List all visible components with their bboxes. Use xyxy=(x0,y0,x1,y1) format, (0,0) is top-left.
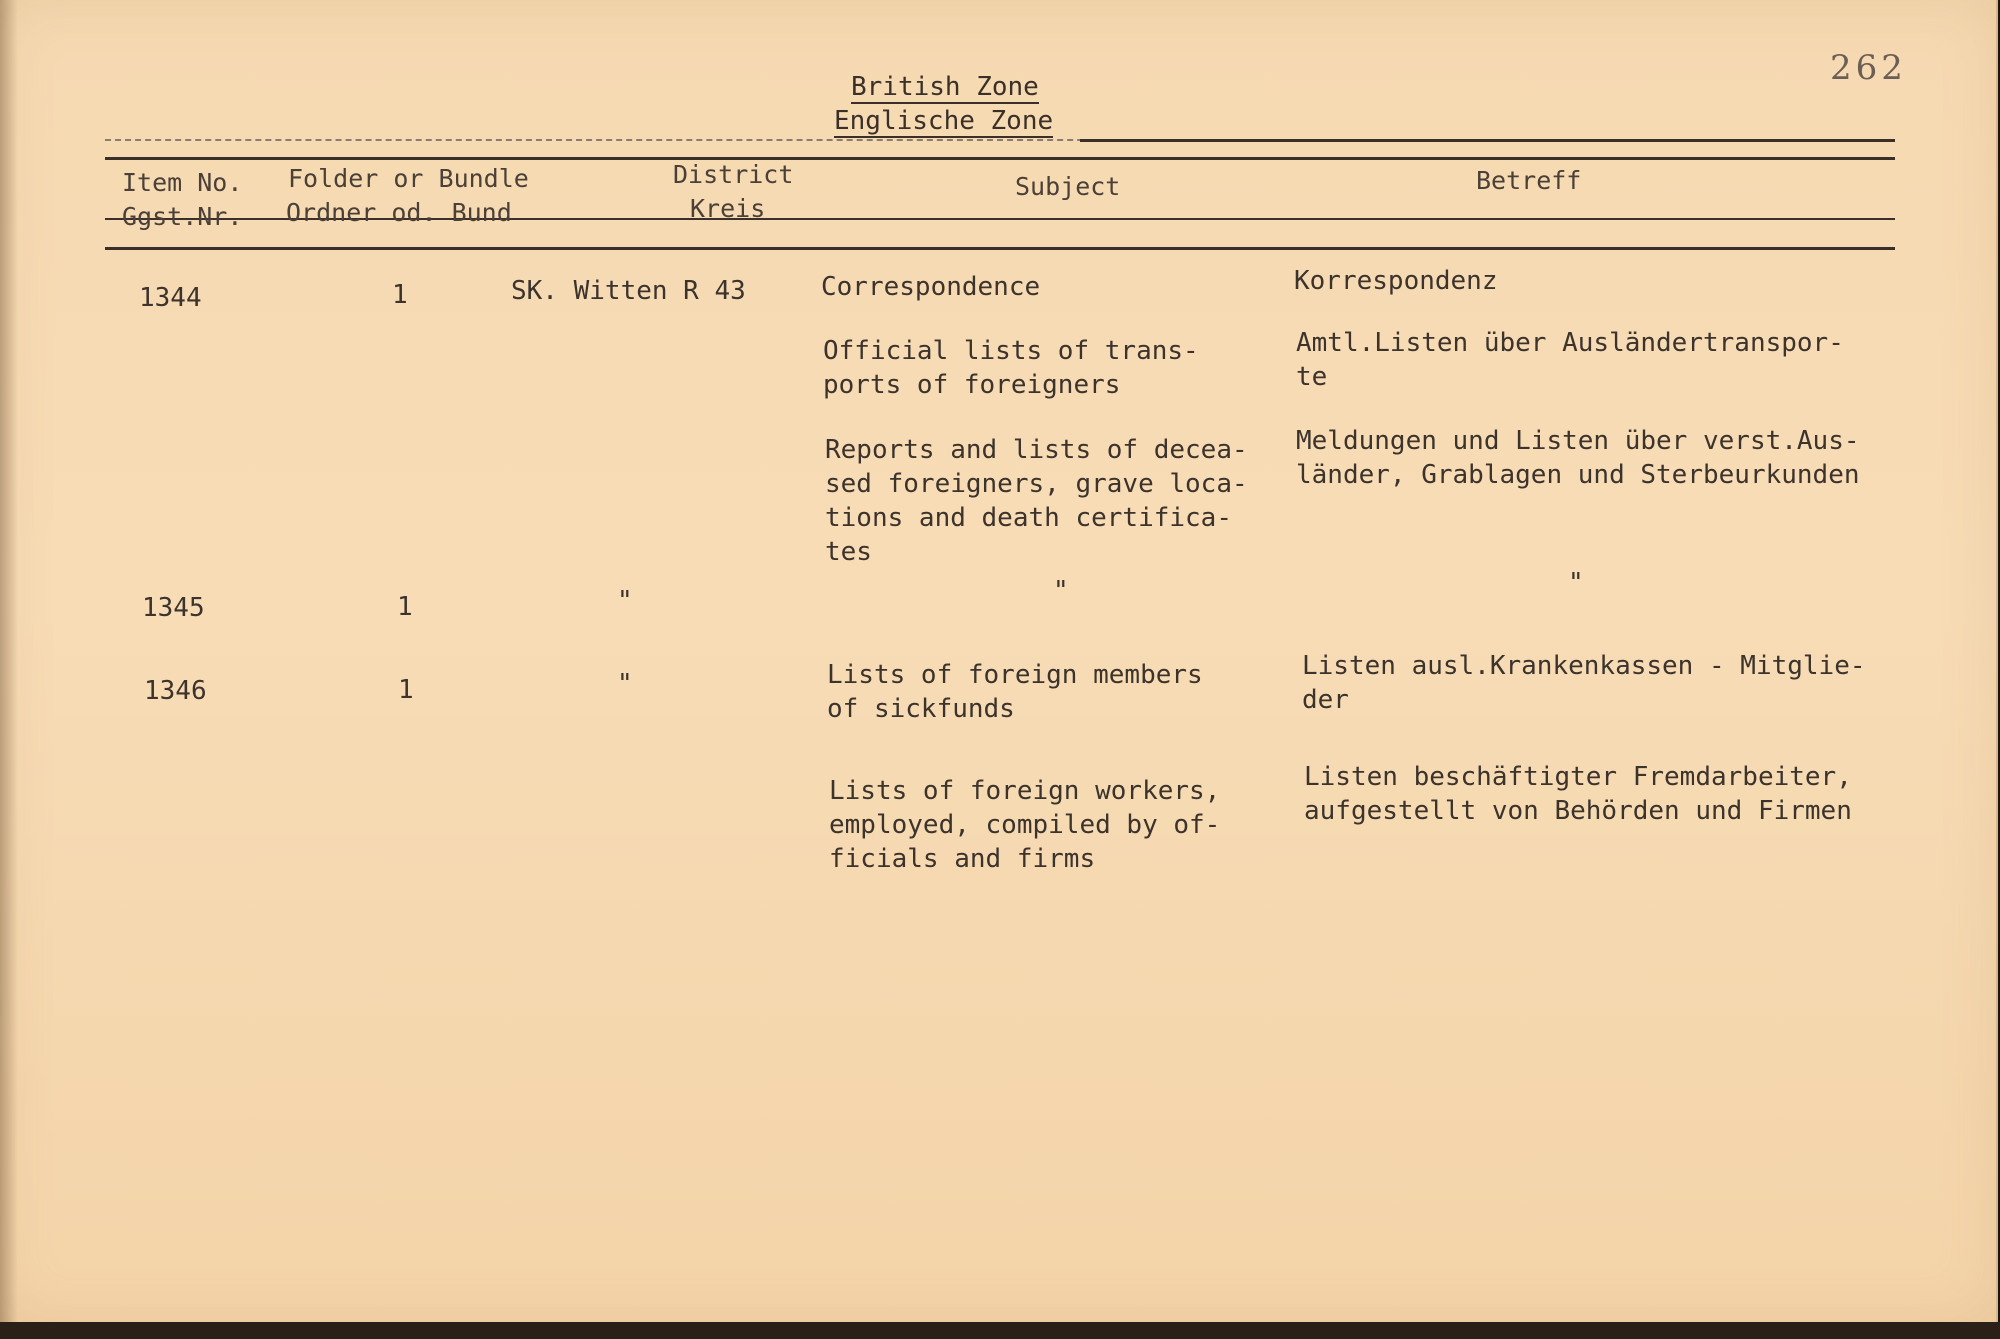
row-1345-district: " xyxy=(617,586,633,616)
col-betreff: Betreff xyxy=(1476,166,1582,195)
row-1344-subject-2: Official lists of trans- ports of foreigners xyxy=(823,336,1199,400)
title-german: Englische Zone xyxy=(834,106,1054,136)
row-1345-subject: " xyxy=(1053,576,1069,606)
top-rule-right xyxy=(1080,139,1895,142)
col-item-en: Item No. xyxy=(122,168,243,197)
binding-shadow xyxy=(0,0,18,1322)
title-english: British Zone xyxy=(851,72,1039,102)
row-1346-betreff-1: Listen ausl.Krankenkassen - Mitglie- der xyxy=(1302,651,1866,715)
col-district-de: Kreis xyxy=(690,194,766,223)
row-1345-betreff: " xyxy=(1568,568,1584,598)
row-1344-folder: 1 xyxy=(392,280,408,310)
row-1344-betreff-2: Amtl.Listen über Ausländertranspor- te xyxy=(1296,328,1844,392)
row-1346-subject-2: Lists of foreign workers, employed, compiled by of- ficials and firms xyxy=(829,776,1221,874)
page-number: 262 xyxy=(1830,48,1907,88)
row-1346-betreff-2: Listen beschäftigter Fremdarbeiter, aufgestellt von Behörden und Firmen xyxy=(1304,762,1852,826)
row-1346-folder: 1 xyxy=(398,675,414,705)
col-district-en: District xyxy=(673,160,794,189)
row-1344-subject-1: Correspondence xyxy=(821,272,1041,302)
row-1345-folder: 1 xyxy=(397,592,413,622)
col-folder-de: Ordner od. Bund xyxy=(286,198,512,227)
col-subject: Subject xyxy=(1015,172,1121,201)
row-1344-item: 1344 xyxy=(139,283,202,313)
header-bottom-rule xyxy=(105,247,1895,250)
row-1346-item: 1346 xyxy=(144,676,207,706)
row-1344-betreff-3: Meldungen und Listen über verst.Aus- länder, Grablagen und Sterbeurkunden xyxy=(1296,426,1860,490)
header-top-rule xyxy=(105,157,1895,160)
col-item-de: Ggst.Nr. xyxy=(122,202,243,231)
row-1345-item: 1345 xyxy=(142,593,205,623)
row-1346-subject-1: Lists of foreign members of sickfunds xyxy=(827,660,1203,724)
row-1344-betreff-1: Korrespondenz xyxy=(1294,266,1498,296)
page-edge-shadow xyxy=(0,1322,2000,1339)
row-1344-subject-3: Reports and lists of decea- sed foreigners, grave loca- tions and death certifica- tes xyxy=(825,435,1248,567)
row-1346-district: " xyxy=(617,669,633,699)
col-folder-en: Folder or Bundle xyxy=(288,164,529,193)
row-1344-district: SK. Witten R 43 xyxy=(511,276,746,306)
